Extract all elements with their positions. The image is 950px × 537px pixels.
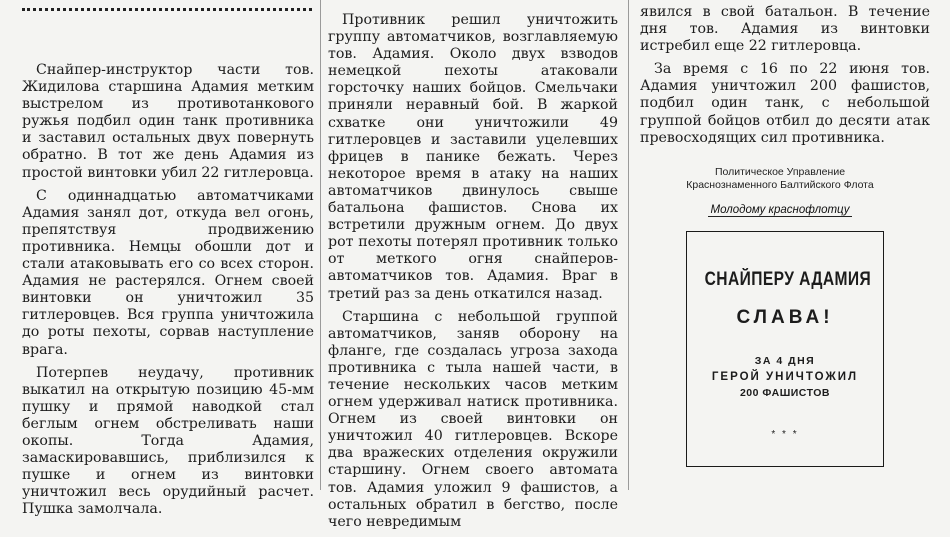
leaflet-ornament: * * * — [771, 429, 799, 440]
paragraph: Потерпев неудачу, противник выкатил на открытую позицию 45-мм пушку и прямой наводкой стал беглым огнем обстреливать наши окопы. Тогда Адамия, замаскировавшись, приблизился к пушке и огнем из винтовки уничтожил весь орудийный расчет. Пушка замолчала. — [22, 364, 314, 518]
leaflet-slava: СЛАВА! — [736, 307, 834, 328]
paragraph: Снайпер-инструктор части тов. Жидилова старшина Адамия метким выстрелом из противотанкового ружья подбил один танк противника и заставил остальных двух повернуть обратно. В тот же день Адамия из простой винтовки убил 22 гитлеровца. — [22, 62, 314, 181]
article-column-2 — [328, 12, 618, 537]
leaflet-line: ЗА 4 ДНЯ — [754, 355, 816, 367]
column-divider — [628, 0, 629, 490]
paragraph-continuation: явился в свой батальон. В течение дня тов. Адамия из винтовки истребил еще 22 гитлеровца. — [640, 4, 930, 55]
leaflet-box — [686, 231, 884, 467]
article-column-3 — [640, 4, 930, 153]
column-divider — [320, 0, 321, 490]
leaflet-line: 200 ФАШИСТОВ — [739, 387, 831, 399]
paragraph: За время с 16 по 22 июня тов. Адамия уничтожил 200 фашистов, подбил один танк, с небольшой группой бойцов отбил до десяти атак превосходящих сил противника. — [640, 61, 930, 146]
leaflet-line: ГЕРОЙ УНИЧТОЖИЛ — [711, 371, 859, 383]
leaflet-addressee — [640, 204, 920, 216]
paragraph: С одиннадцатью автоматчиками Адамия занял дот, откуда вел огонь, препятствуя продвижению противника. Немцы обошли дот и стали атаковывать его со всех сторон. Адамия не растерялся. Огнем своей винтовки он уничтожил 35 гитлеровцев. Вся группа уничтожила до роты пехоты, сорвав наступление врага. — [22, 187, 314, 358]
leaflet-issuer — [640, 166, 920, 192]
leaflet-title: СНАЙПЕРУ АДАМИЯ — [704, 269, 872, 290]
issuer-line: Краснознаменного Балтийского Флота — [686, 179, 874, 191]
issuer-line: Политическое Управление — [714, 166, 846, 178]
article-column-1 — [22, 62, 314, 524]
paragraph: Противник решил уничтожить группу автоматчиков, возглавляемую тов. Адамия. Около двух взводов немецкой пехоты атаковали горсточку наших бойцов. Смельчаки приняли неравный бой. В жаркой схватке они уничтожили 49 гитлеровцев и заставили уцелевших фрицев в панике бежать. Через некоторое время в атаку на наших автоматчиков двинулось свыше батальона фашистов. Снова их встретили дружным огнем. До двух рот пехоты потерял противник только от меткого огня снайперов-автоматчиков тов. Адамия. Враг в третий раз за день откатился назад. — [328, 12, 618, 302]
top-dotted-rule — [22, 8, 312, 11]
addressee-text: Молодому краснофлотцу — [710, 204, 850, 216]
paragraph: Старшина с небольшой группой автоматчиков, заняв оборону на фланге, где создалась угроза захода противника с тыла нашей части, в течение нескольких часов метким огнем удерживал натиск противника. Огнем из своей винтовки он уничтожил 40 гитлеровцев. Вскоре два вражеских отделения окружили старшину. Огнем своего автомата тов. Адамия уложил 9 фашистов, а остальных обратил в бегство, после чего невредимым — [328, 308, 618, 530]
